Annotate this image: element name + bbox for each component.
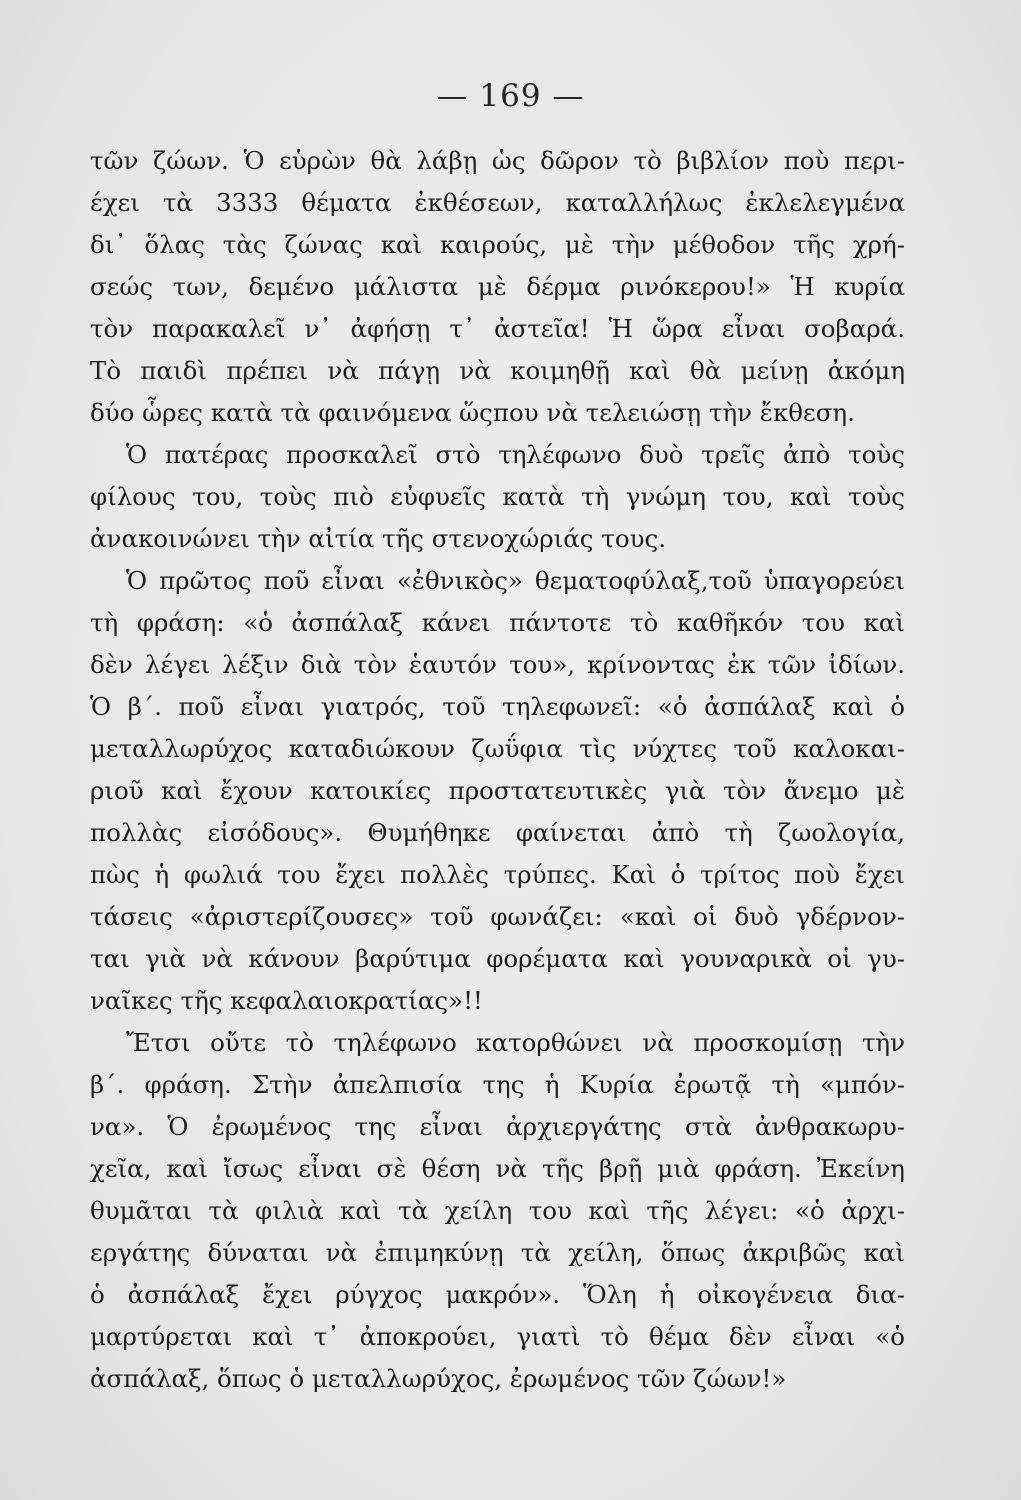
body-text	[90, 140, 905, 1400]
text-line: τὴ φράση: «ὁ ἀσπάλαξ κάνει πάντοτε τὸ καθῆκόν του καὶ	[90, 608, 905, 637]
text-line: ριοῦ καὶ ἔχουν κατοικίες προστατευτικὲς γιὰ τὸν ἄνεμο μὲ	[90, 776, 905, 805]
text-line: χεῖα, καὶ ἴσως εἶναι σὲ θέση νὰ τῆς βρῇ μιὰ φράση. Ἐκείνη	[90, 1154, 905, 1183]
text-line: ναῖκες τῆς κεφαλαιοκρατίας»!!	[90, 986, 483, 1015]
text-line: θυμᾶται τὰ φιλιὰ καὶ τὰ χείλη του καὶ τῆς λέγει: «ὁ ἀρχι-	[90, 1196, 905, 1225]
text-line: Ὁ πρῶτος ποῦ εἶναι «ἐθνικὸς» θεματοφύλαξ,τοῦ ὑπαγορεύει	[126, 566, 905, 595]
text-line: ται γιὰ νὰ κάνουν βαρύτιμα φορέματα καὶ γουναρικὰ οἱ γυ-	[90, 944, 905, 973]
text-line: δὲν λέγει λέξιν διὰ τὸν ἑαυτόν του», κρίνοντας ἐκ τῶν ἰδίων.	[90, 650, 905, 679]
text-line: δύο ὧρες κατὰ τὰ φαινόμενα ὥςπου νὰ τελειώσῃ τὴν ἔκθεση.	[90, 398, 855, 427]
text-line: τὸν παρακαλεῖ ν᾿ ἀφήσῃ τ᾿ ἀστεῖα! Ἡ ὥρα εἶναι σοβαρά.	[90, 314, 905, 343]
text-line: τῶν ζώων. Ὁ εὑρὼν θὰ λάβῃ ὡς δῶρον τὸ βιβλίον ποὺ περι-	[90, 146, 905, 175]
text-line: ἀσπάλαξ, ὅπως ὁ μεταλλωρύχος, ἐρωμένος τῶν ζώων!»	[90, 1364, 787, 1393]
text-line: β΄. φράση. Στὴν ἀπελπισία της ἡ Κυρία ἐρωτᾷ τὴ «μπόν-	[90, 1070, 905, 1099]
text-line: μαρτύρεται καὶ τ᾿ ἀποκρούει, γιατὶ τὸ θέμα δὲν εἶναι «ὁ	[90, 1322, 905, 1351]
text-line: σεώς των, δεμένο μάλιστα μὲ δέρμα ρινόκερου!» Ἡ κυρία	[90, 272, 905, 301]
text-line: Ἔτσι οὔτε τὸ τηλέφωνο κατορθώνει νὰ προσκομίσῃ τὴν	[126, 1028, 905, 1057]
text-line: Ὁ πατέρας προσκαλεῖ στὸ τηλέφωνο δυὸ τρεῖς ἀπὸ τοὺς	[126, 440, 905, 469]
text-line: πὼς ἡ φωλιά του ἔχει πολλὲς τρύπες. Καὶ ὁ τρίτος ποὺ ἔχει	[90, 860, 905, 889]
page-number: — 169 —	[436, 78, 585, 114]
text-line: να». Ὁ ἐρωμένος της εἶναι ἀρχιεργάτης στὰ ἀνθρακωρυ-	[90, 1112, 905, 1141]
text-line: ὁ ἀσπάλαξ ἔχει ρύγχος μακρόν». Ὅλη ἡ οἰκογένεια δια-	[90, 1280, 905, 1309]
text-line: δι᾿ ὅλας τὰς ζώνας καὶ καιρούς, μὲ τὴν μέθοδον τῆς χρή-	[90, 230, 905, 259]
text-line: μεταλλωρύχος καταδιώκουν ζωΰφια τὶς νύχτες τοῦ καλοκαι-	[90, 734, 905, 763]
text-line: τάσεις «ἀριστερίζουσες» τοῦ φωνάζει: «καὶ οἱ δυὸ γδέρνον-	[90, 902, 905, 931]
text-line: πολλὰς εἰσόδους». Θυμήθηκε φαίνεται ἀπὸ τὴ ζωολογία,	[90, 818, 905, 847]
text-line: Ὁ β΄. ποῦ εἶναι γιατρός, τοῦ τηλεφωνεῖ: «ὁ ἀσπάλαξ καὶ ὁ	[90, 692, 905, 721]
text-line: ἀνακοινώνει τὴν αἰτία τῆς στενοχώριάς τους.	[90, 524, 667, 553]
text-line: φίλους του, τοὺς πιὸ εὐφυεῖς κατὰ τὴ γνώμη του, καὶ τοὺς	[90, 482, 905, 511]
text-line: Τὸ παιδὶ πρέπει νὰ πάγῃ νὰ κοιμηθῇ καὶ θὰ μείνῃ ἀκόμη	[90, 356, 905, 385]
text-line: έχει τὰ 3333 θέματα ἐκθέσεων, καταλλήλως ἐκλελεγμένα	[90, 188, 905, 217]
text-line: εργάτης δύναται νὰ ἐπιμηκύνῃ τὰ χείλη, ὅπως ἀκριβῶς καὶ	[90, 1238, 905, 1267]
